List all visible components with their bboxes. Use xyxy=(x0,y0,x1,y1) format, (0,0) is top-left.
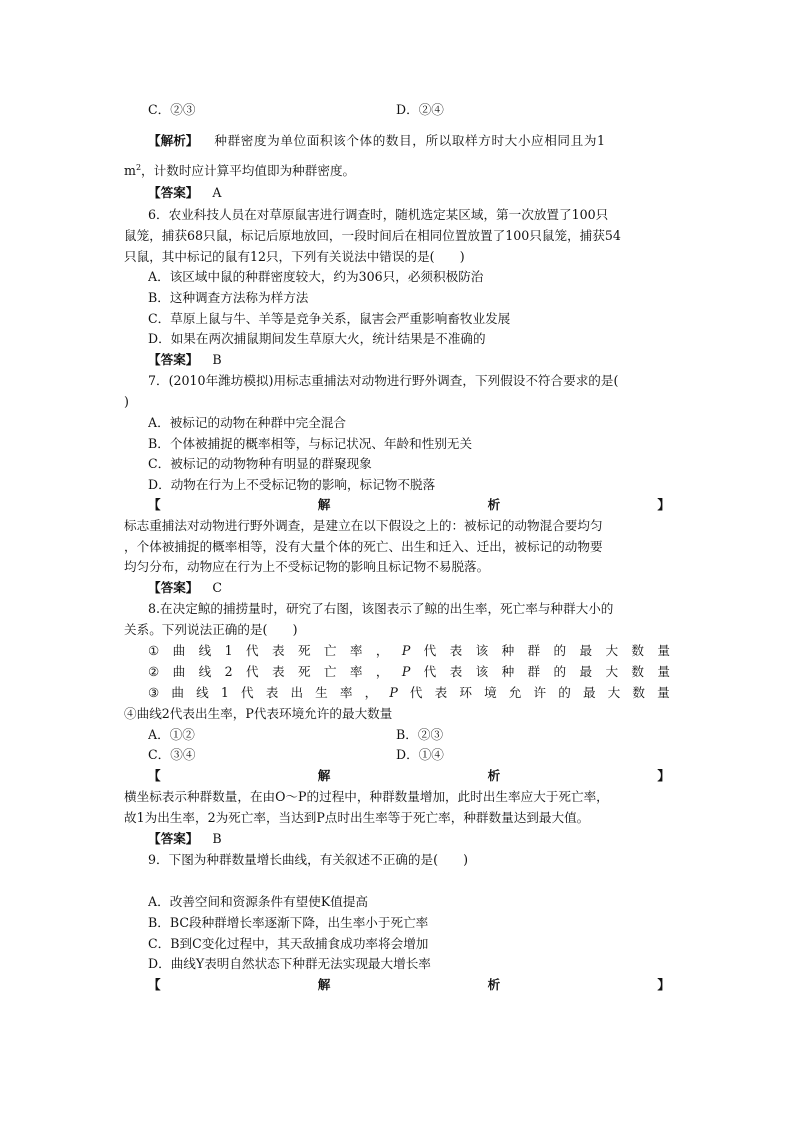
statement-char: 数 xyxy=(631,643,645,658)
statement-char: ， xyxy=(364,685,378,700)
q8-options-row-1 xyxy=(148,727,670,743)
q9-analysis-heading xyxy=(148,977,670,993)
q8-option-a: A．①② xyxy=(148,727,195,742)
q8-answer-value: B xyxy=(212,831,222,846)
q5-analysis-line-1 xyxy=(148,133,670,149)
statement-char: 表 xyxy=(271,664,285,679)
q8-stem-1: 8.在决定鲸的捕捞量时，研究了右图，该图表示了鲸的出生率，死亡率与种群大小的 xyxy=(148,601,614,616)
statement-char: 量 xyxy=(657,664,670,679)
q5-analysis-text-1: 种群密度为单位面积该个体的数目，所以取样方时大小应相同且为1 xyxy=(214,133,606,148)
q8-answer-label: 【答案】 xyxy=(148,831,199,846)
statement-char: 代 xyxy=(246,664,259,679)
statement-char: 大 xyxy=(607,685,621,700)
q6-option-d: D．如果在两次捕鼠期间发生草原大火，统计结果是不准确的 xyxy=(148,331,486,346)
q6-option-c: C．草原上鼠与牛、羊等是竞争关系，鼠害会严重影响畜牧业发展 xyxy=(148,311,511,326)
statement-char: ① xyxy=(148,643,160,658)
q7-analysis-heading xyxy=(148,497,670,513)
q9-option-b: B．BC段种群增长率逐渐下降，出生率小于死亡率 xyxy=(148,915,429,930)
q7-analysis-line-2: ，个体被捕捉的概率相等，没有大量个体的死亡、出生和迁入、迁出，被标记的动物要 xyxy=(124,539,603,554)
q6-option-b: B．这种调查方法称为样方法 xyxy=(148,290,309,305)
q8-analysis-char-1: 解 xyxy=(317,768,331,783)
statement-char: 代 xyxy=(246,643,259,658)
q6-answer-label: 【答案】 xyxy=(148,352,199,367)
statement-char: 最 xyxy=(579,664,593,679)
statement-char: 线 xyxy=(198,664,212,679)
statement-char: 2 xyxy=(224,664,233,679)
q7-answer xyxy=(148,580,670,596)
q8-analysis-char-2: 析 xyxy=(487,768,501,783)
q5-option-c: C．②③ xyxy=(148,102,196,117)
q8-statement-4: ④曲线2代表出生率，P代表环境允许的最大数量 xyxy=(124,706,393,721)
statement-char: 线 xyxy=(198,643,212,658)
q9-analysis-close: 】 xyxy=(657,977,670,992)
q6-stem-2: 鼠笼，捕获68只鼠，标记后原地放回，一段时间后在相同位置放置了100只鼠笼，捕获54 xyxy=(124,228,621,243)
statement-char: 该 xyxy=(475,643,489,658)
q7-analysis-line-1: 标志重捕法对动物进行野外调查，是建立在以下假设之上的：被标记的动物混合要均匀 xyxy=(124,518,603,533)
q7-option-a: A．被标记的动物在种群中完全混合 xyxy=(148,415,347,430)
statement-char: 表 xyxy=(265,685,279,700)
q5-answer-value: A xyxy=(212,185,222,200)
statement-char: 率 xyxy=(349,664,363,679)
statement-char: 环 xyxy=(459,685,472,700)
statement-char: 曲 xyxy=(172,643,186,658)
statement-char: 亡 xyxy=(323,664,337,679)
q6-option-a: A．该区域中鼠的种群密度较大，约为306只，必须积极防治 xyxy=(148,269,484,284)
q9-option-d: D．曲线Y表明自然状态下种群无法实现最大增长率 xyxy=(148,956,431,971)
statement-char: 1 xyxy=(220,685,229,700)
statement-char: 群 xyxy=(527,643,541,658)
q8-option-b: B．②③ xyxy=(396,727,444,742)
q5-analysis-unit: m xyxy=(124,163,136,178)
q8-analysis-open: 【 xyxy=(148,768,161,783)
q7-option-d: D．动物在行为上不受标记物的影响，标记物不脱落 xyxy=(148,477,436,492)
q7-option-c: C．被标记的动物物种有明显的群聚现象 xyxy=(148,456,372,471)
statement-char: 代 xyxy=(241,685,254,700)
statement-char: 种 xyxy=(501,643,515,658)
q6-answer-value: B xyxy=(212,352,222,367)
q7-stem-2: ) xyxy=(124,394,129,409)
statement-char: 许 xyxy=(533,685,547,700)
statement-char: 的 xyxy=(553,664,567,679)
q8-options-row-2 xyxy=(148,747,670,763)
statement-char: P xyxy=(389,685,398,700)
q5-answer xyxy=(148,185,670,201)
statement-char: 最 xyxy=(582,685,596,700)
q8-analysis-heading xyxy=(148,768,670,784)
statement-char: 大 xyxy=(605,643,619,658)
statement-char: 曲 xyxy=(171,685,185,700)
q8-analysis-line-1: 横坐标表示种群数量，在由O～P的过程中，种群数量增加，此时出生率应大于死亡率， xyxy=(124,789,609,804)
statement-char: 表 xyxy=(271,643,285,658)
q5-answer-label: 【答案】 xyxy=(148,185,199,200)
statement-char: P xyxy=(401,643,411,658)
statement-char: 死 xyxy=(297,643,311,658)
q8-analysis-line-2: 故1为出生率，2为死亡率，当达到P点时出生率等于死亡率，种群数量达到最大值。 xyxy=(124,810,590,825)
statement-char: ② xyxy=(148,664,160,679)
statement-char: 代 xyxy=(423,664,437,679)
q8-option-d: D．①④ xyxy=(396,747,444,762)
q7-analysis-char-1: 解 xyxy=(317,497,331,512)
q7-analysis-open: 【 xyxy=(148,497,161,512)
statement-char: 境 xyxy=(484,685,497,700)
q6-stem-3: 只鼠，其中标记的鼠有12只，下列有关说法中错误的是( ) xyxy=(124,249,465,264)
q8-statement-3 xyxy=(148,685,670,701)
q5-analysis-label: 【解析】 xyxy=(148,133,199,148)
q7-analysis-line-3: 均匀分布，动物应在行为上不受标记物的影响且标记物不易脱落。 xyxy=(124,559,490,574)
statement-char: 死 xyxy=(297,664,311,679)
q9-option-c: C．B到C变化过程中，其天敌捕食成功率将会增加 xyxy=(148,936,429,951)
statement-char: 大 xyxy=(605,664,619,679)
statement-char: 亡 xyxy=(323,643,337,658)
statement-char: 代 xyxy=(423,643,437,658)
statement-char: ， xyxy=(375,643,389,658)
statement-char: 数 xyxy=(631,664,645,679)
statement-char: 表 xyxy=(449,664,463,679)
q8-statement-1 xyxy=(148,643,670,659)
statement-char: 出 xyxy=(290,685,304,700)
q9-stem: 9．下图为种群数量增长曲线，有关叙述不正确的是( ) xyxy=(148,852,469,867)
q7-answer-value: C xyxy=(212,580,223,595)
statement-char: ， xyxy=(375,664,389,679)
q8-statement-2 xyxy=(148,664,670,680)
statement-char: 1 xyxy=(224,643,233,658)
q6-stem-1: 6．农业科技人员在对草原鼠害进行调查时，随机选定某区域，第一次放置了100只 xyxy=(148,207,609,222)
q5-analysis-line-2 xyxy=(124,163,670,179)
statement-char: 代 xyxy=(409,685,423,700)
statement-char: 率 xyxy=(349,643,363,658)
q7-option-b: B．个体被捕捉的概率相等，与标记状况、年龄和性别无关 xyxy=(148,436,473,451)
statement-char: 生 xyxy=(315,685,328,700)
statement-char: 量 xyxy=(657,643,670,658)
statement-char: 的 xyxy=(553,643,567,658)
statement-char: 率 xyxy=(339,685,353,700)
statement-char: 种 xyxy=(501,664,515,679)
statement-char: 表 xyxy=(434,685,448,700)
q9-analysis-char-2: 析 xyxy=(487,977,501,992)
statement-char: 的 xyxy=(558,685,571,700)
statement-char: ③ xyxy=(148,685,160,700)
statement-char: 允 xyxy=(508,685,522,700)
q8-answer xyxy=(148,831,670,847)
statement-char: 曲 xyxy=(172,664,186,679)
q5-analysis-text-2: ，计数时应计算平均值即为种群密度。 xyxy=(141,163,356,178)
q8-option-c: C．③④ xyxy=(148,747,196,762)
statement-char: 最 xyxy=(579,643,593,658)
q8-analysis-close: 】 xyxy=(657,768,670,783)
q5-options-row xyxy=(148,102,670,118)
q7-answer-label: 【答案】 xyxy=(148,580,199,595)
q9-analysis-char-1: 解 xyxy=(317,977,331,992)
q9-option-a: A．改善空间和资源条件有望使K值提高 xyxy=(148,894,369,909)
statement-char: 数 xyxy=(632,685,645,700)
statement-char: 该 xyxy=(475,664,489,679)
q8-stem-2: 关系。下列说法正确的是( ) xyxy=(124,622,298,637)
statement-char: 线 xyxy=(196,685,209,700)
q6-answer xyxy=(148,352,670,368)
q5-option-d: D．②④ xyxy=(396,102,444,117)
q7-analysis-close: 】 xyxy=(657,497,670,512)
statement-char: P xyxy=(401,664,411,679)
statement-char: 量 xyxy=(657,685,670,700)
q9-analysis-open: 【 xyxy=(148,977,161,992)
q7-stem-1: 7．(2010年潍坊模拟)用标志重捕法对动物进行野外调查，下列假设不符合要求的是( xyxy=(148,373,619,388)
q5-analysis-unit-sup: 2 xyxy=(135,163,142,172)
statement-char: 表 xyxy=(449,643,463,658)
statement-char: 群 xyxy=(527,664,541,679)
q7-analysis-char-2: 析 xyxy=(487,497,501,512)
